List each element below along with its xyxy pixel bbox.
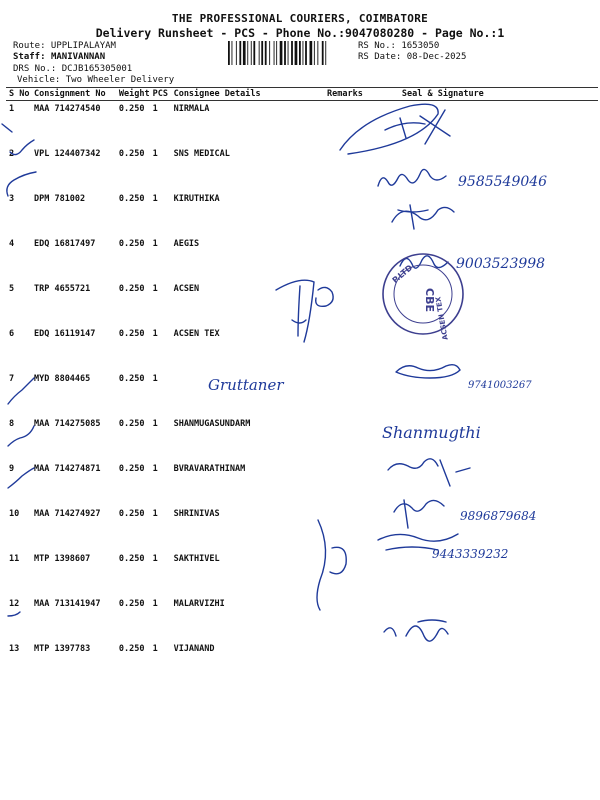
route-info: Route: UPPLIPALAYAM: [13, 41, 116, 51]
row-sno: 7: [9, 374, 15, 384]
row-consignment: EDQ 16119147: [33, 329, 96, 339]
row-consignment: VPL 124407342: [33, 149, 101, 159]
row-sno: 10: [9, 509, 20, 519]
stamp-top-text: P.LTD: [390, 263, 415, 286]
row-consignment: MTP 1398607: [33, 554, 91, 564]
row-weight: 0.250: [118, 464, 145, 474]
stamp-bottom-text: ACSEN TEX: [434, 296, 450, 341]
col-pcs: PCS: [150, 88, 171, 101]
row-consignee: SHANMUGASUNDARM: [173, 419, 251, 429]
row-sno: 9: [9, 464, 15, 474]
company-title: THE PROFESSIONAL COURIERS, COIMBATORE: [171, 12, 429, 25]
row-consignee: ACSEN TEX: [173, 329, 220, 339]
row-pcs: 1: [152, 554, 158, 564]
row-sno: 8: [9, 419, 15, 429]
runsheet-subtitle: Delivery Runsheet - PCS - Phone No.:9047080280 - Page No.:1: [95, 26, 505, 40]
signature-7: [396, 365, 460, 378]
col-consignment: Consignment No: [31, 88, 116, 101]
row-weight: 0.250: [118, 374, 145, 384]
signature-5-circle: [316, 287, 333, 306]
row-weight: 0.250: [118, 554, 145, 564]
signature-1: [340, 104, 450, 154]
handwritten-phone-11a: 9896879684: [460, 509, 537, 523]
col-weight: Weight: [116, 88, 150, 101]
company-stamp: [383, 254, 463, 334]
tick-mark: [10, 140, 34, 155]
row-consignee: SHRINIVAS: [173, 509, 220, 519]
signature-10: [394, 500, 444, 528]
row-consignee: VIJANAND: [173, 644, 215, 654]
row-consignee: MALARVIZHI: [173, 599, 225, 609]
row-pcs: 1: [152, 419, 158, 429]
staff-label: Staff:: [13, 52, 46, 62]
row-consignee: SNS MEDICAL: [173, 149, 230, 159]
row-consignment: MAA 714275085: [33, 419, 101, 429]
row-weight: 0.250: [118, 599, 145, 609]
drs-info: DRS No.: DCJB165305001: [13, 64, 133, 74]
handwritten-phone-4: 9003523998: [456, 256, 546, 272]
row-pcs: 1: [152, 284, 158, 294]
row-weight: 0.250: [118, 419, 145, 429]
row-consignment: MTP 1397783: [33, 644, 91, 654]
signature-9: [388, 459, 470, 486]
row-sno: 2: [9, 149, 15, 159]
row-weight: 0.250: [118, 239, 145, 249]
row-weight: 0.250: [118, 509, 145, 519]
staff-name: MANIVANNAN: [50, 52, 106, 62]
col-remarks: Remarks: [324, 88, 378, 101]
row-consignee: SAKTHIVEL: [173, 554, 220, 564]
row-consignment: MAA 714274871: [33, 464, 101, 474]
signature-5: [276, 280, 314, 342]
row-pcs: 1: [152, 464, 158, 474]
col-sno: S No: [6, 88, 31, 101]
row-consignment: DPM 781002: [33, 194, 86, 204]
row-consignee: ACSEN: [173, 284, 200, 294]
row-consignee: KIRUTHIKA: [173, 194, 220, 204]
col-seal-signature: Seal & Signature: [378, 88, 598, 101]
row-sno: 4: [9, 239, 15, 249]
row-weight: 0.250: [118, 104, 145, 114]
row-consignment: EDQ 16817497: [33, 239, 96, 249]
row-pcs: 1: [152, 644, 158, 654]
tick-mark: [7, 172, 36, 196]
row-sno: 1: [9, 104, 15, 114]
row-sno: 12: [9, 599, 20, 609]
row-weight: 0.250: [118, 194, 145, 204]
tick-mark: [8, 378, 34, 404]
row-pcs: 1: [152, 509, 158, 519]
row-consignment: MAA 714274927: [33, 509, 101, 519]
signature-13: [384, 620, 448, 641]
row-sno: 13: [9, 644, 20, 654]
signature-2: [378, 169, 446, 186]
row-consignee: NIRMALA: [173, 104, 210, 114]
row-consignee: BVRAVARATHINAM: [173, 464, 246, 474]
handwritten-phone-2: 9585549046: [458, 174, 548, 190]
row-weight: 0.250: [118, 644, 145, 654]
handwritten-name-7: Gruttaner: [208, 376, 284, 394]
row-consignment: TRP 4655721: [33, 284, 91, 294]
row-sno: 6: [9, 329, 15, 339]
tick-mark: [8, 468, 34, 488]
row-weight: 0.250: [118, 329, 145, 339]
row-pcs: 1: [152, 374, 158, 384]
row-pcs: 1: [152, 104, 158, 114]
rs-date: RS Date: 08-Dec-2025: [358, 52, 467, 62]
rs-number: RS No.: 1653050: [358, 41, 440, 51]
row-pcs: 1: [152, 599, 158, 609]
row-pcs: 1: [152, 329, 158, 339]
row-weight: 0.250: [118, 149, 145, 159]
bracket-mark: [317, 520, 326, 610]
handwritten-phone-11b: 9443339232: [432, 547, 509, 561]
row-consignment: MAA 714274540: [33, 104, 101, 114]
handwritten-phone-7: 9741003267: [468, 380, 532, 391]
row-consignment: MYD 8804465: [33, 374, 91, 384]
signature-3: [392, 205, 454, 229]
row-pcs: 1: [152, 194, 158, 204]
row-pcs: 1: [152, 149, 158, 159]
row-sno: 11: [9, 554, 20, 564]
row-consignee: AEGIS: [173, 239, 200, 249]
row-pcs: 1: [152, 239, 158, 249]
stamp-center-text: CBE: [423, 288, 436, 312]
handwritten-name-8: Shanmugthi: [382, 423, 481, 442]
tick-mark: [8, 426, 34, 446]
row-weight: 0.250: [118, 284, 145, 294]
row-sno: 3: [9, 194, 15, 204]
row-consignment: MAA 713141947: [33, 599, 101, 609]
tick-mark: [8, 612, 20, 616]
tick-mark: [2, 124, 12, 132]
row-sno: 5: [9, 284, 15, 294]
bracket-mark: [330, 547, 346, 573]
col-consignee: Consignee Details: [171, 88, 324, 101]
vehicle-info: Vehicle: Two Wheeler Delivery: [17, 75, 175, 85]
